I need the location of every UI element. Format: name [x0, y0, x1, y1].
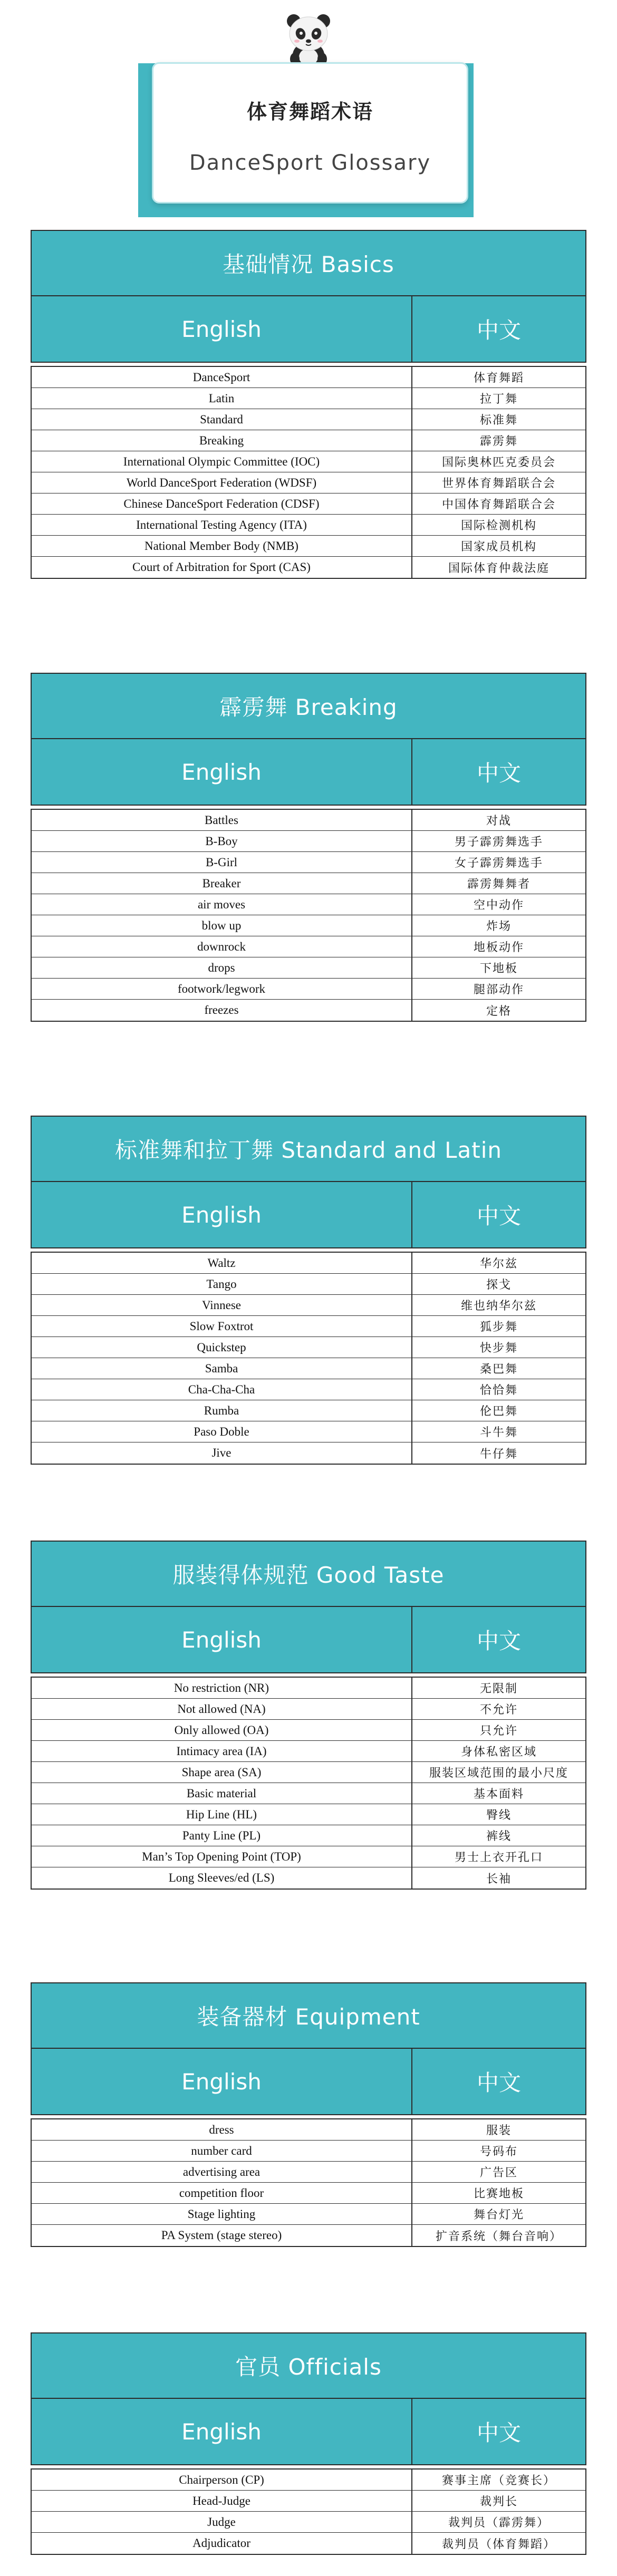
table-row: [32, 1253, 585, 1274]
column-header-row: [31, 2049, 586, 2115]
column-header-row: [31, 2399, 586, 2465]
term-chinese: 身体私密区域: [460, 1746, 537, 1759]
section-heading: 基础情况 Basics: [31, 230, 586, 296]
term-english: dress: [32, 2119, 412, 2140]
term-english: Judge: [32, 2512, 412, 2532]
term-english: Basic material: [32, 1783, 412, 1804]
term-english: Panty Line (PL): [32, 1825, 412, 1846]
table-row: [32, 1442, 585, 1464]
table-row: [32, 1741, 585, 1762]
term-chinese: 臀线: [486, 1809, 512, 1822]
term-chinese: 男子霹雳舞选手: [454, 836, 543, 849]
table-row: [32, 1720, 585, 1741]
table-row: [32, 2183, 585, 2204]
term-english: Chinese DanceSport Federation (CDSF): [32, 493, 412, 514]
term-chinese: 基本面料: [473, 1788, 524, 1801]
term-english: Court of Arbitration for Sport (CAS): [32, 557, 412, 578]
section-heading: 霹雳舞 Breaking: [31, 673, 586, 739]
term-english: PA System (stage stereo): [32, 2225, 412, 2246]
term-english: Shape area (SA): [32, 1762, 412, 1783]
table-row: [32, 831, 585, 852]
table-row: [32, 1337, 585, 1358]
title-card: [152, 62, 468, 204]
table-row: [32, 1400, 585, 1421]
table-row: [32, 810, 585, 831]
term-chinese: 华尔兹: [479, 1257, 518, 1271]
section-heading: 官员 Officials: [31, 2332, 586, 2399]
term-english: Cha-Cha-Cha: [32, 1379, 412, 1400]
table-row: [32, 1379, 585, 1400]
term-chinese: 扩音系统（舞台音响）: [435, 2230, 562, 2243]
term-table: [31, 1677, 586, 1890]
term-chinese: 长袖: [486, 1872, 512, 1886]
glossary-section: [31, 1982, 586, 2247]
table-row: [32, 894, 585, 915]
term-chinese: 维也纳华尔兹: [460, 1300, 537, 1313]
term-chinese: 快步舞: [479, 1342, 518, 1355]
term-table: [31, 1252, 586, 1465]
table-row: [32, 1678, 585, 1699]
term-english: Stage lighting: [32, 2204, 412, 2224]
term-english: No restriction (NR): [32, 1678, 412, 1698]
column-header-chinese: 中文: [476, 317, 521, 343]
page-title-chinese: 体育舞蹈术语: [246, 100, 373, 123]
column-header-chinese: 中文: [476, 1628, 521, 1654]
term-chinese: 下地板: [479, 962, 518, 975]
table-row: [32, 2162, 585, 2183]
table-row: [32, 2119, 585, 2141]
term-chinese: 霹雳舞舞者: [467, 878, 531, 891]
term-english: downrock: [32, 936, 412, 957]
column-header-english: English: [32, 2049, 412, 2114]
glossary-section: [31, 1116, 586, 1465]
term-chinese: 男士上衣开孔口: [454, 1851, 543, 1864]
table-row: [32, 1867, 585, 1889]
term-chinese: 无限制: [479, 1682, 518, 1696]
table-row: [32, 1274, 585, 1295]
term-english: footwork/legwork: [32, 979, 412, 999]
term-chinese: 赛事主席（竞赛长）: [441, 2474, 556, 2487]
table-row: [32, 1316, 585, 1337]
term-chinese: 体育舞蹈: [473, 372, 524, 385]
term-chinese: 广告区: [479, 2166, 518, 2180]
column-header-row: [31, 296, 586, 363]
term-chinese: 腿部动作: [473, 983, 524, 996]
term-english: drops: [32, 957, 412, 978]
term-english: World DanceSport Federation (WDSF): [32, 472, 412, 493]
glossary-section: [31, 673, 586, 1022]
term-chinese: 国际奥林匹克委员会: [441, 456, 556, 469]
table-row: [32, 2491, 585, 2512]
term-english: advertising area: [32, 2162, 412, 2182]
term-english: Adjudicator: [32, 2533, 412, 2554]
term-chinese: 霹雳舞: [479, 435, 518, 448]
term-chinese: 世界体育舞蹈联合会: [441, 477, 556, 490]
column-header-row: [31, 739, 586, 806]
term-english: blow up: [32, 915, 412, 936]
term-chinese: 比赛地板: [473, 2187, 524, 2201]
table-row: [32, 430, 585, 451]
term-chinese: 裁判长: [479, 2495, 518, 2509]
term-chinese: 探戈: [486, 1279, 512, 1292]
term-english: Jive: [32, 1442, 412, 1464]
glossary-section: [31, 230, 586, 579]
table-row: [32, 2533, 585, 2554]
table-row: [32, 472, 585, 493]
term-chinese: 服装区域范围的最小尺度: [429, 1767, 568, 1780]
term-english: Long Sleeves/ed (LS): [32, 1867, 412, 1889]
term-chinese: 炸场: [486, 920, 512, 933]
term-english: Vinnese: [32, 1295, 412, 1315]
column-header-english: English: [32, 2399, 412, 2464]
term-english: International Olympic Committee (IOC): [32, 451, 412, 472]
term-english: Samba: [32, 1358, 412, 1379]
term-english: Man’s Top Opening Point (TOP): [32, 1846, 412, 1867]
column-header-chinese: 中文: [476, 2070, 521, 2096]
term-table: [31, 2468, 586, 2555]
term-chinese: 拉丁舞: [479, 393, 518, 406]
table-row: [32, 388, 585, 409]
term-chinese: 牛仔舞: [479, 1447, 518, 1461]
term-chinese: 国家成员机构: [460, 540, 537, 554]
table-row: [32, 515, 585, 536]
column-header-english: English: [32, 1607, 412, 1672]
table-row: [32, 2141, 585, 2162]
table-row: [32, 2470, 585, 2491]
term-chinese: 斗牛舞: [479, 1426, 518, 1439]
term-english: B-Girl: [32, 852, 412, 873]
table-row: [32, 557, 585, 578]
table-row: [32, 936, 585, 957]
term-english: Waltz: [32, 1253, 412, 1273]
term-english: DanceSport: [32, 367, 412, 388]
term-english: Latin: [32, 388, 412, 409]
term-chinese: 空中动作: [473, 899, 524, 912]
term-english: B-Boy: [32, 831, 412, 851]
table-row: [32, 1295, 585, 1316]
term-chinese: 裁判员（体育舞蹈）: [441, 2538, 556, 2551]
term-english: Chairperson (CP): [32, 2470, 412, 2490]
term-table: [31, 366, 586, 579]
table-row: [32, 873, 585, 894]
glossary-section: [31, 1541, 586, 1890]
table-row: [32, 367, 585, 388]
term-english: Head-Judge: [32, 2491, 412, 2511]
term-table: [31, 809, 586, 1022]
term-english: Only allowed (OA): [32, 1720, 412, 1740]
table-row: [32, 915, 585, 936]
term-english: Battles: [32, 810, 412, 830]
term-english: number card: [32, 2141, 412, 2161]
table-row: [32, 451, 585, 472]
table-row: [32, 2225, 585, 2246]
term-chinese: 舞台灯光: [473, 2209, 524, 2222]
table-row: [32, 1804, 585, 1825]
term-chinese: 定格: [486, 1004, 512, 1018]
table-row: [32, 1762, 585, 1783]
glossary-section: [31, 2332, 586, 2555]
term-chinese: 对战: [486, 815, 512, 828]
term-english: International Testing Agency (ITA): [32, 515, 412, 535]
term-chinese: 伦巴舞: [479, 1405, 518, 1418]
term-chinese: 女子霹雳舞选手: [454, 857, 543, 870]
panda-mascot-icon: [282, 11, 335, 69]
term-english: Hip Line (HL): [32, 1804, 412, 1825]
section-heading: 服装得体规范 Good Taste: [31, 1541, 586, 1607]
section-heading: 标准舞和拉丁舞 Standard and Latin: [31, 1116, 586, 1182]
term-english: Intimacy area (IA): [32, 1741, 412, 1761]
table-row: [32, 1358, 585, 1379]
table-row: [32, 1783, 585, 1804]
column-header-english: English: [32, 739, 412, 805]
table-row: [32, 1421, 585, 1442]
term-chinese: 国际检测机构: [460, 519, 537, 532]
term-english: Not allowed (NA): [32, 1699, 412, 1719]
column-header-chinese: 中文: [476, 2420, 521, 2446]
term-english: freezes: [32, 1000, 412, 1021]
term-english: National Member Body (NMB): [32, 536, 412, 556]
table-row: [32, 957, 585, 979]
term-chinese: 标准舞: [479, 414, 518, 427]
column-header-chinese: 中文: [476, 1203, 521, 1229]
term-english: Slow Foxtrot: [32, 1316, 412, 1337]
column-header-row: [31, 1182, 586, 1248]
term-english: Standard: [32, 409, 412, 430]
term-chinese: 只允许: [479, 1725, 518, 1738]
term-chinese: 地板动作: [473, 941, 524, 954]
term-english: Breaking: [32, 430, 412, 451]
term-chinese: 中国体育舞蹈联合会: [441, 498, 556, 511]
term-chinese: 裁判员（霹雳舞）: [448, 2516, 549, 2530]
column-header-english: English: [32, 1182, 412, 1247]
table-row: [32, 2204, 585, 2225]
term-chinese: 恰恰舞: [479, 1384, 518, 1397]
table-row: [32, 979, 585, 1000]
term-chinese: 狐步舞: [479, 1321, 518, 1334]
term-chinese: 桑巴舞: [479, 1363, 518, 1376]
table-row: [32, 1825, 585, 1846]
table-row: [32, 409, 585, 430]
term-english: competition floor: [32, 2183, 412, 2203]
term-chinese: 服装: [486, 2124, 512, 2137]
term-english: Quickstep: [32, 1337, 412, 1358]
table-row: [32, 1846, 585, 1867]
term-english: Paso Doble: [32, 1421, 412, 1442]
term-chinese: 号码布: [479, 2145, 518, 2158]
table-row: [32, 2512, 585, 2533]
table-row: [32, 536, 585, 557]
table-row: [32, 493, 585, 515]
table-row: [32, 1699, 585, 1720]
term-english: Breaker: [32, 873, 412, 894]
term-chinese: 不允许: [479, 1703, 518, 1717]
page-title-english: DanceSport Glossary: [189, 151, 431, 175]
term-chinese: 裤线: [486, 1830, 512, 1843]
table-row: [32, 1000, 585, 1021]
column-header-english: English: [32, 296, 412, 362]
term-english: air moves: [32, 894, 412, 915]
section-heading: 装备器材 Equipment: [31, 1982, 586, 2049]
term-table: [31, 2118, 586, 2247]
term-english: Rumba: [32, 1400, 412, 1421]
table-row: [32, 852, 585, 873]
column-header-chinese: 中文: [476, 760, 521, 786]
term-chinese: 国际体育仲裁法庭: [448, 561, 549, 575]
term-english: Tango: [32, 1274, 412, 1294]
column-header-row: [31, 1607, 586, 1673]
